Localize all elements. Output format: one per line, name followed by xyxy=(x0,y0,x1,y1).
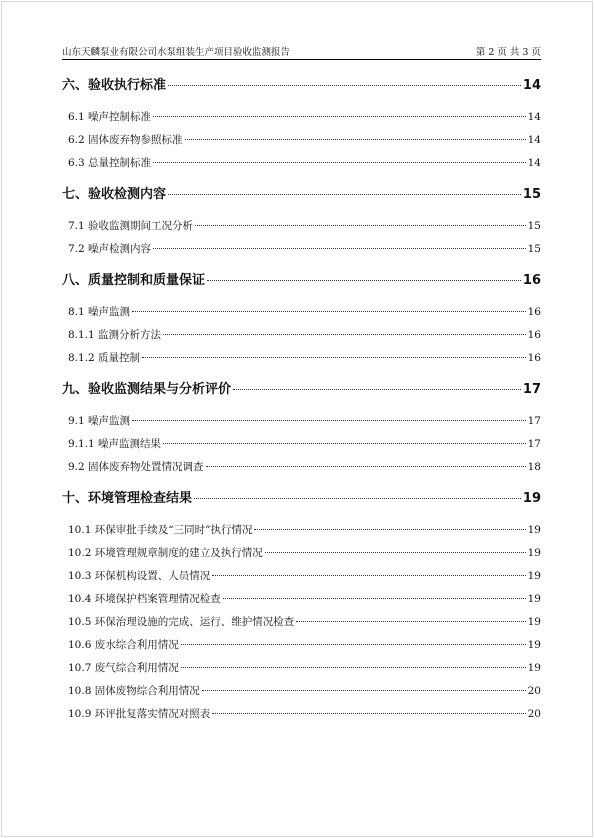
toc-dot-leader xyxy=(181,667,526,668)
toc-page-number: 18 xyxy=(527,461,541,473)
toc-section-entry[interactable] xyxy=(62,634,541,657)
toc-entry-title: 10.9 环评批复落实情况对照表 xyxy=(68,708,211,720)
toc-dot-leader xyxy=(142,357,526,358)
toc-section-entry[interactable] xyxy=(62,410,541,433)
toc-dot-leader xyxy=(202,690,526,691)
header-report-title: 山东天麟泵业有限公司水泵组装生产项目验收监测报告 xyxy=(62,47,291,58)
toc-section-entry[interactable] xyxy=(62,301,541,324)
toc-section-entry[interactable] xyxy=(62,238,541,261)
toc-entry-title: 8.1.2 质量控制 xyxy=(68,352,141,364)
toc-page-number: 19 xyxy=(527,547,541,559)
toc-entry-title: 八、质量控制和质量保证 xyxy=(62,273,206,288)
toc-entry-title: 七、验收检测内容 xyxy=(62,187,167,202)
toc-page-number: 15 xyxy=(527,243,541,255)
toc-chapter-entry[interactable] xyxy=(62,269,541,292)
toc-page-number: 17 xyxy=(527,415,541,427)
toc-page-number: 14 xyxy=(527,157,541,169)
toc-section-entry[interactable] xyxy=(62,680,541,703)
toc-section-entry[interactable] xyxy=(62,703,541,726)
toc-chapter-entry[interactable] xyxy=(62,487,541,510)
toc-page-number: 15 xyxy=(522,187,541,202)
toc-page-number: 20 xyxy=(527,685,541,697)
toc-section-entry[interactable] xyxy=(62,433,541,456)
toc-entry-title: 8.1.1 监测分析方法 xyxy=(68,329,162,341)
toc-entry-title: 8.1 噪声监测 xyxy=(68,306,131,318)
toc-page-number: 16 xyxy=(522,273,541,288)
toc-dot-leader xyxy=(168,194,521,195)
toc-section-entry[interactable] xyxy=(62,456,541,479)
toc-page-number: 17 xyxy=(527,438,541,450)
toc-section-entry[interactable] xyxy=(62,129,541,152)
toc-entry-title: 10.7 废气综合利用情况 xyxy=(68,662,179,674)
toc-dot-leader xyxy=(132,311,526,312)
toc-entry-title: 10.1 环保审批手续及“三同时”执行情况 xyxy=(68,524,253,536)
toc-page-number: 16 xyxy=(527,352,541,364)
toc-dot-leader xyxy=(296,621,525,622)
toc-page-number: 16 xyxy=(527,306,541,318)
toc-section-entry[interactable] xyxy=(62,519,541,542)
toc-page-number: 16 xyxy=(527,329,541,341)
toc-section-entry[interactable] xyxy=(62,565,541,588)
toc-entry-title: 9.1.1 噪声监测结果 xyxy=(68,438,162,450)
toc-dot-leader xyxy=(207,280,521,281)
toc-page-number: 19 xyxy=(527,524,541,536)
toc-dot-leader xyxy=(163,334,526,335)
toc-section-entry[interactable] xyxy=(62,588,541,611)
toc-dot-leader xyxy=(153,162,526,163)
toc-dot-leader xyxy=(212,575,525,576)
toc-page-number: 19 xyxy=(527,662,541,674)
toc-section-entry[interactable] xyxy=(62,324,541,347)
toc-entry-title: 7.2 噪声检测内容 xyxy=(68,243,152,255)
toc-section-entry[interactable] xyxy=(62,106,541,129)
toc-entry-title: 10.4 环境保护档案管理情况检查 xyxy=(68,593,221,605)
toc-dot-leader xyxy=(254,529,525,530)
toc-page-number: 19 xyxy=(527,616,541,628)
page-header xyxy=(62,44,541,60)
toc-chapter-entry[interactable] xyxy=(62,378,541,401)
toc-entry-title: 十、环境管理检查结果 xyxy=(62,491,193,506)
toc-entry-title: 7.1 验收监测期间工况分析 xyxy=(68,220,194,232)
header-rule xyxy=(62,59,541,60)
toc-dot-leader xyxy=(185,139,526,140)
toc-entry-title: 9.2 固体废弃物处置情况调查 xyxy=(68,461,204,473)
toc-page-number: 19 xyxy=(527,593,541,605)
toc-dot-leader xyxy=(223,598,526,599)
toc-entry-title: 10.6 废水综合利用情况 xyxy=(68,639,179,651)
toc-dot-leader xyxy=(181,644,526,645)
toc-dot-leader xyxy=(195,225,526,226)
toc-page-number: 19 xyxy=(527,639,541,651)
toc-dot-leader xyxy=(233,389,521,390)
toc-section-entry[interactable] xyxy=(62,152,541,175)
toc-section-entry[interactable] xyxy=(62,347,541,370)
toc-dot-leader xyxy=(153,116,526,117)
toc-dot-leader xyxy=(194,498,521,499)
toc-entry-title: 9.1 噪声监测 xyxy=(68,415,131,427)
toc-page-number: 14 xyxy=(527,134,541,146)
toc-section-entry[interactable] xyxy=(62,611,541,634)
toc-dot-leader xyxy=(212,713,525,714)
header-page-number: 第 2 页 共 3 页 xyxy=(475,47,541,58)
toc-section-entry[interactable] xyxy=(62,215,541,238)
toc-entry-title: 10.2 环境管理规章制度的建立及执行情况 xyxy=(68,547,263,559)
toc-dot-leader xyxy=(168,85,521,86)
toc-entry-title: 10.5 环保治理设施的完成、运行、维护情况检查 xyxy=(68,616,295,628)
toc-dot-leader xyxy=(265,552,526,553)
table-of-contents xyxy=(62,74,541,726)
toc-page-number: 19 xyxy=(522,491,541,506)
toc-chapter-entry[interactable] xyxy=(62,74,541,97)
toc-entry-title: 10.3 环保机构设置、人员情况 xyxy=(68,570,211,582)
toc-page-number: 17 xyxy=(522,382,541,397)
toc-entry-title: 6.3 总量控制标准 xyxy=(68,157,152,169)
toc-page-number: 20 xyxy=(527,708,541,720)
toc-entry-title: 10.8 固体废物综合利用情况 xyxy=(68,685,200,697)
toc-page-number: 19 xyxy=(527,570,541,582)
toc-section-entry[interactable] xyxy=(62,657,541,680)
toc-page-number: 14 xyxy=(522,78,541,93)
toc-page-number: 15 xyxy=(527,220,541,232)
toc-dot-leader xyxy=(163,443,526,444)
toc-page-number: 14 xyxy=(527,111,541,123)
toc-entry-title: 6.2 固体废弃物参照标准 xyxy=(68,134,183,146)
toc-entry-title: 六、验收执行标准 xyxy=(62,78,167,93)
toc-entry-title: 6.1 噪声控制标准 xyxy=(68,111,152,123)
toc-dot-leader xyxy=(206,466,526,467)
toc-chapter-entry[interactable] xyxy=(62,183,541,206)
toc-entry-title: 九、验收监测结果与分析评价 xyxy=(62,382,232,397)
toc-section-entry[interactable] xyxy=(62,542,541,565)
toc-dot-leader xyxy=(132,420,526,421)
toc-dot-leader xyxy=(153,248,526,249)
